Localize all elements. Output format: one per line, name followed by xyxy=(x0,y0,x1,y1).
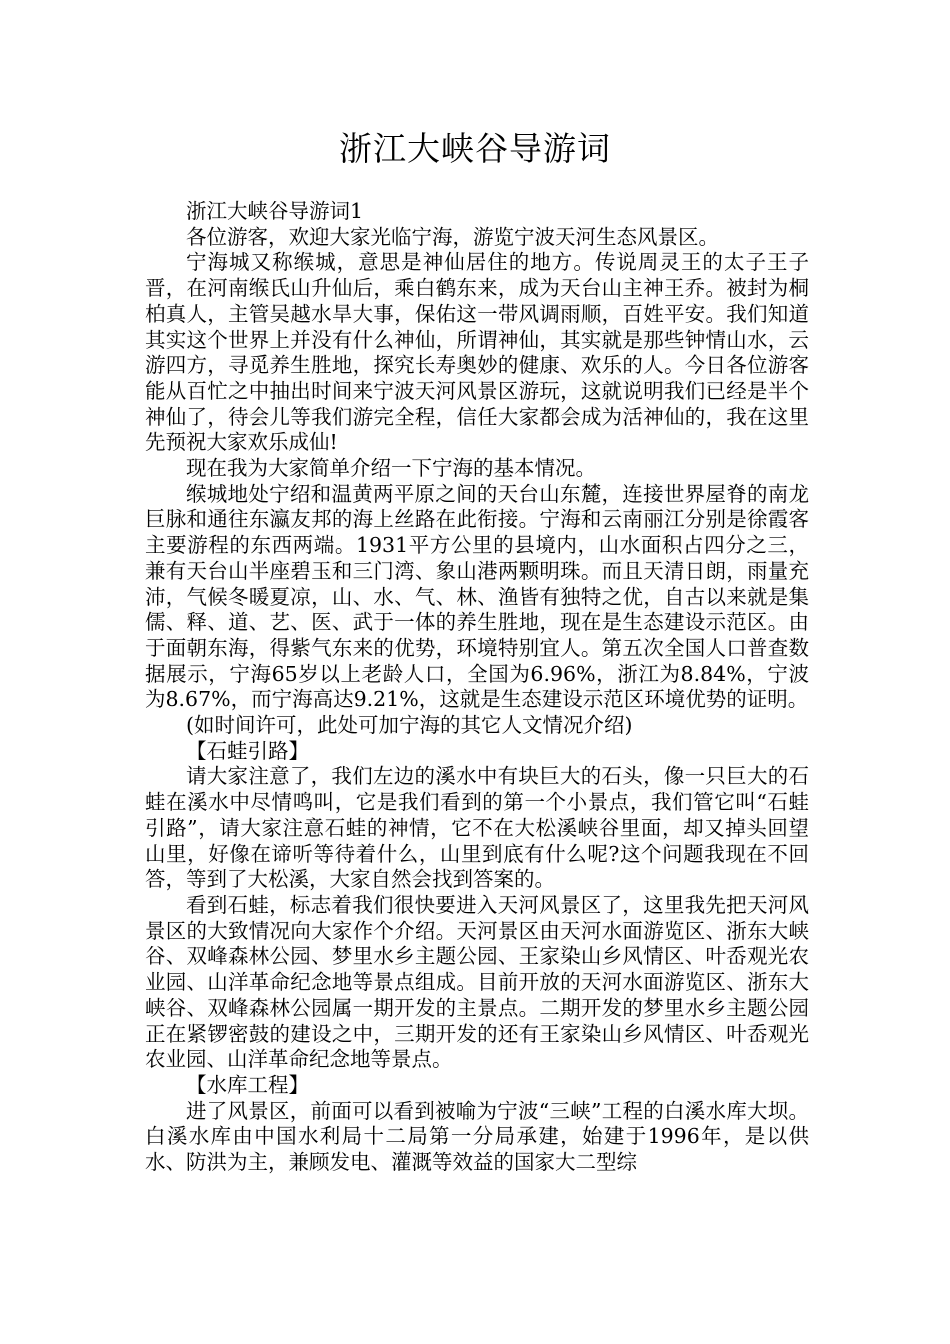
scenic-area-paragraph: 看到石蛙，标志着我们很快要进入天河风景区了，这里我先把天河风景区的大致情况向大家作个介绍。天河景区由天河水面游览区、浙东大峡谷、双峰森林公园、梦里水乡主题公园、王家染山乡风情区、叶岙观光农业园、山洋革命纪念地等景点组成。目前开放的天河水面游览区、浙东大峡谷、双峰森林公园属一期开发的主景点。二期开发的梦里水乡主题公园正在紧锣密鼓的建设之中，三期开发的还有王家染山乡风情区、叶岙观光农业园、山洋革命纪念地等景点。 xyxy=(145,892,809,1072)
section-heading-stone-frog: 【石蛙引路】 xyxy=(186,738,309,763)
stone-frog-paragraph: 请大家注意了，我们左边的溪水中有块巨大的石头，像一只巨大的石蛙在溪水中尽情鸣叫，它是我们看到的第一个小景点，我们管它叫“石蛙引路”，请大家注意石蛙的神情，它不在大松溪峡谷里面，却又掉头回望山里，好像在谛听等待着什么，山里到底有什么呢?这个问题我现在不回答，等到了大松溪，大家自然会找到答案的。 xyxy=(145,764,809,892)
reservoir-paragraph: 进了风景区，前面可以看到被喻为宁波“三峡”工程的白溪水库大坝。白溪水库由中国水利局十二局第一分局承建，始建于1996年，是以供水、防洪为主，兼顾发电、灌溉等效益的国家大二型综 xyxy=(145,1098,809,1175)
document-body xyxy=(145,199,809,1176)
subtitle-paragraph: 浙江大峡谷导游词1 xyxy=(186,199,364,223)
section-heading-reservoir: 【水库工程】 xyxy=(186,1072,309,1097)
intro-paragraph: 现在我为大家简单介绍一下宁海的基本情况。 xyxy=(186,456,596,481)
document-title: 浙江大峡谷导游词 xyxy=(339,129,611,168)
legend-paragraph: 宁海城又称缑城，意思是神仙居住的地方。传说周灵王的太子王子晋，在河南缑氏山升仙后，乘白鹤东来，成为天台山主神王乔。被封为桐柏真人，主管吴越水旱大事，保佑这一带风调雨顺，百姓平安。我们知道其实这个世界上并没有什么神仙，所谓神仙，其实就是那些钟情山水，云游四方，寻觅养生胜地，探究长寿奥妙的健康、欢乐的人。今日各位游客能从百忙之中抽出时间来宁波天河风景区游玩，这就说明我们已经是半个神仙了，待会儿等我们游完全程，信任大家都会成为活神仙的，我在这里先预祝大家欢乐成仙! xyxy=(145,250,809,455)
geography-paragraph: 缑城地处宁绍和温黄两平原之间的天台山东麓，连接世界屋脊的南龙巨脉和通往东瀛友邦的海上丝路在此衔接。宁海和云南丽江分别是徐霞客主要游程的东西两端。1931平方公里的县境内，山水面积占四分之三，兼有天台山半座碧玉和三门湾、象山港两颗明珠。而且天清日朗，雨量充沛，气候冬暖夏凉，山、水、气、林、渔皆有独特之优，自古以来就是集儒、释、道、艺、医、武于一体的养生胜地，现在是生态建设示范区。由于面朝东海，得紫气东来的优势，环境特别宜人。第五次全国人口普查数据展示，宁海65岁以上老龄人口，全国为6.96%，浙江为8.84%，宁波为8.67%，而宁海高达9.21%，这就是生态建设示范区环境优势的证明。 xyxy=(145,481,809,712)
note-paragraph: (如时间许可，此处可加宁海的其它人文情况介绍) xyxy=(186,713,633,738)
greeting-paragraph: 各位游客，欢迎大家光临宁海，游览宁波天河生态风景区。 xyxy=(186,224,719,249)
